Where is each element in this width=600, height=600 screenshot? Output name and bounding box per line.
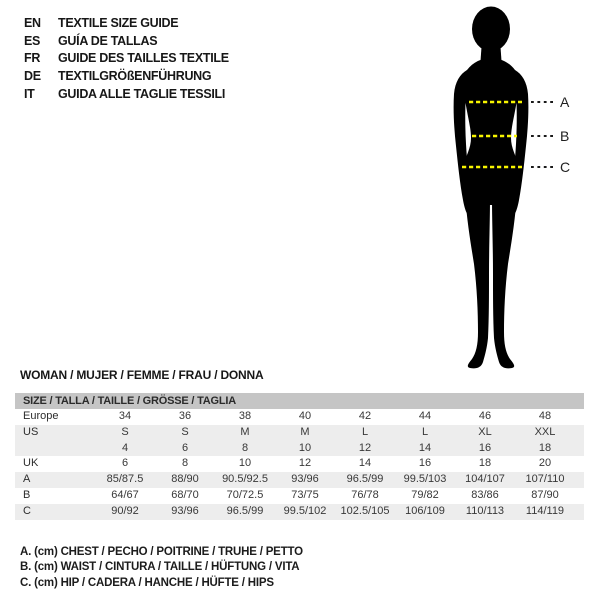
language-row	[24, 68, 229, 86]
legend-line-chest: A. (cm) CHEST / PECHO / POITRINE / TRUHE / PETTO	[20, 546, 303, 558]
table-row	[15, 425, 584, 441]
woman-silhouette-figure	[425, 0, 560, 370]
table-row	[15, 504, 584, 520]
table-row	[15, 488, 584, 504]
table-cell: M	[240, 425, 250, 438]
legend-line-waist: B. (cm) WAIST / CINTURA / TAILLE / HÜFTUNG / VITA	[20, 561, 300, 574]
table-cell: 104/107	[465, 473, 505, 486]
table-cell: 46	[478, 410, 492, 422]
table-cell: 18	[478, 457, 492, 470]
table-cell: 96.5/99	[346, 473, 384, 486]
size-table-rows	[15, 409, 584, 520]
table-cell: XXL	[534, 425, 556, 438]
legend-line-hip: C. (cm) HIP / CADERA / HANCHE / HÜFTE / HIPS	[20, 576, 274, 589]
table-cell: 40	[298, 410, 312, 422]
table-cell: S	[181, 425, 189, 438]
language-label: TEXTILGRÖßENFÜHRUNG	[58, 69, 212, 84]
table-cell: 114/119	[525, 504, 565, 517]
size-table	[15, 393, 584, 520]
table-cell: 10	[238, 457, 252, 470]
table-cell: 73/75	[291, 488, 319, 501]
table-cell: 68/70	[171, 488, 199, 501]
language-label: GUIDE DES TAILLES TEXTILE	[58, 51, 229, 66]
language-row	[24, 15, 229, 33]
table-cell: 20	[538, 457, 552, 470]
table-cell: 90.5/92.5	[222, 473, 268, 486]
table-cell: 76/78	[351, 488, 379, 501]
table-cell: L	[421, 425, 429, 438]
language-code: EN	[24, 16, 41, 30]
language-row	[24, 33, 229, 51]
table-cell: 83/86	[471, 488, 499, 501]
silhouette-torso	[461, 58, 521, 205]
table-cell: 6	[121, 457, 129, 470]
table-cell: 106/109	[405, 504, 445, 517]
language-code: IT	[24, 86, 35, 101]
measure-letter-b: B	[560, 128, 570, 144]
table-cell: 107/110	[525, 473, 565, 486]
language-code: ES	[24, 33, 41, 48]
table-cell: 85/87.5	[106, 473, 144, 486]
language-row	[24, 50, 229, 68]
table-row-label: UK	[23, 457, 39, 470]
table-cell: 110/113	[465, 504, 505, 517]
table-cell: 79/82	[411, 488, 439, 501]
language-label: GUIDA ALLE TAGLIE TESSILI	[58, 86, 226, 101]
table-cell: 102.5/105	[340, 504, 390, 517]
table-row-label: Europe	[23, 410, 59, 422]
table-row-label: US	[23, 425, 39, 438]
measurement-legend	[20, 545, 303, 591]
table-cell: 8	[241, 441, 249, 454]
table-cell: 14	[418, 441, 432, 454]
table-row-label: B	[23, 488, 31, 501]
table-cell: 48	[538, 410, 552, 422]
table-cell: 70/72.5	[226, 488, 264, 501]
table-cell: 88/90	[171, 473, 199, 486]
measure-letter-a: A	[560, 94, 570, 110]
woman-silhouette	[454, 7, 529, 369]
table-cell: M	[300, 425, 310, 438]
pointer-lines	[531, 102, 555, 167]
table-cell: 8	[181, 457, 189, 470]
table-cell: 36	[178, 410, 192, 422]
table-cell: 96.5/99	[226, 504, 264, 517]
table-cell: 42	[358, 410, 372, 422]
table-cell: 10	[298, 441, 312, 454]
language-title-block	[24, 15, 229, 103]
table-row-label	[15, 441, 95, 457]
table-cell: 16	[418, 457, 432, 470]
table-cell: 64/67	[111, 488, 139, 501]
table-row-label: C	[23, 504, 31, 517]
table-cell: XL	[478, 425, 492, 438]
table-cell: 93/96	[171, 504, 199, 517]
table-cell: 38	[238, 410, 252, 422]
language-code: FR	[24, 51, 41, 66]
table-cell: 99.5/102	[283, 504, 327, 517]
category-line: WOMAN / MUJER / FEMME / FRAU / DONNA	[20, 368, 264, 382]
table-cell: 12	[358, 441, 372, 454]
language-code: DE	[24, 69, 41, 84]
table-cell: 16	[478, 441, 492, 454]
table-cell: 90/92	[111, 504, 139, 517]
language-label: TEXTILE SIZE GUIDE	[58, 16, 179, 30]
table-cell: 99.5/103	[403, 473, 447, 486]
language-label: GUÍA DE TALLAS	[58, 33, 158, 48]
table-cell: S	[121, 425, 129, 438]
silhouette-right-leg	[492, 194, 517, 368]
table-cell: 18	[538, 441, 552, 454]
table-cell: 6	[181, 441, 189, 454]
silhouette-left-leg	[465, 194, 490, 368]
table-cell: 87/90	[531, 488, 559, 501]
language-row	[24, 86, 229, 104]
table-cell: 14	[358, 457, 372, 470]
table-row	[15, 409, 584, 425]
table-cell: 93/96	[291, 473, 319, 486]
table-row	[15, 456, 584, 472]
measure-letter-c: C	[560, 159, 571, 175]
table-cell: L	[361, 425, 369, 438]
table-cell: 12	[298, 457, 312, 470]
table-cell: 44	[418, 410, 432, 422]
table-cell: 34	[118, 410, 132, 422]
table-row	[15, 472, 584, 488]
table-cell: 4	[121, 441, 129, 454]
size-table-header: SIZE / TALLA / TAILLE / GRÖSSE / TAGLIA	[15, 393, 584, 409]
table-row	[15, 441, 584, 457]
table-row-label: A	[23, 473, 31, 486]
